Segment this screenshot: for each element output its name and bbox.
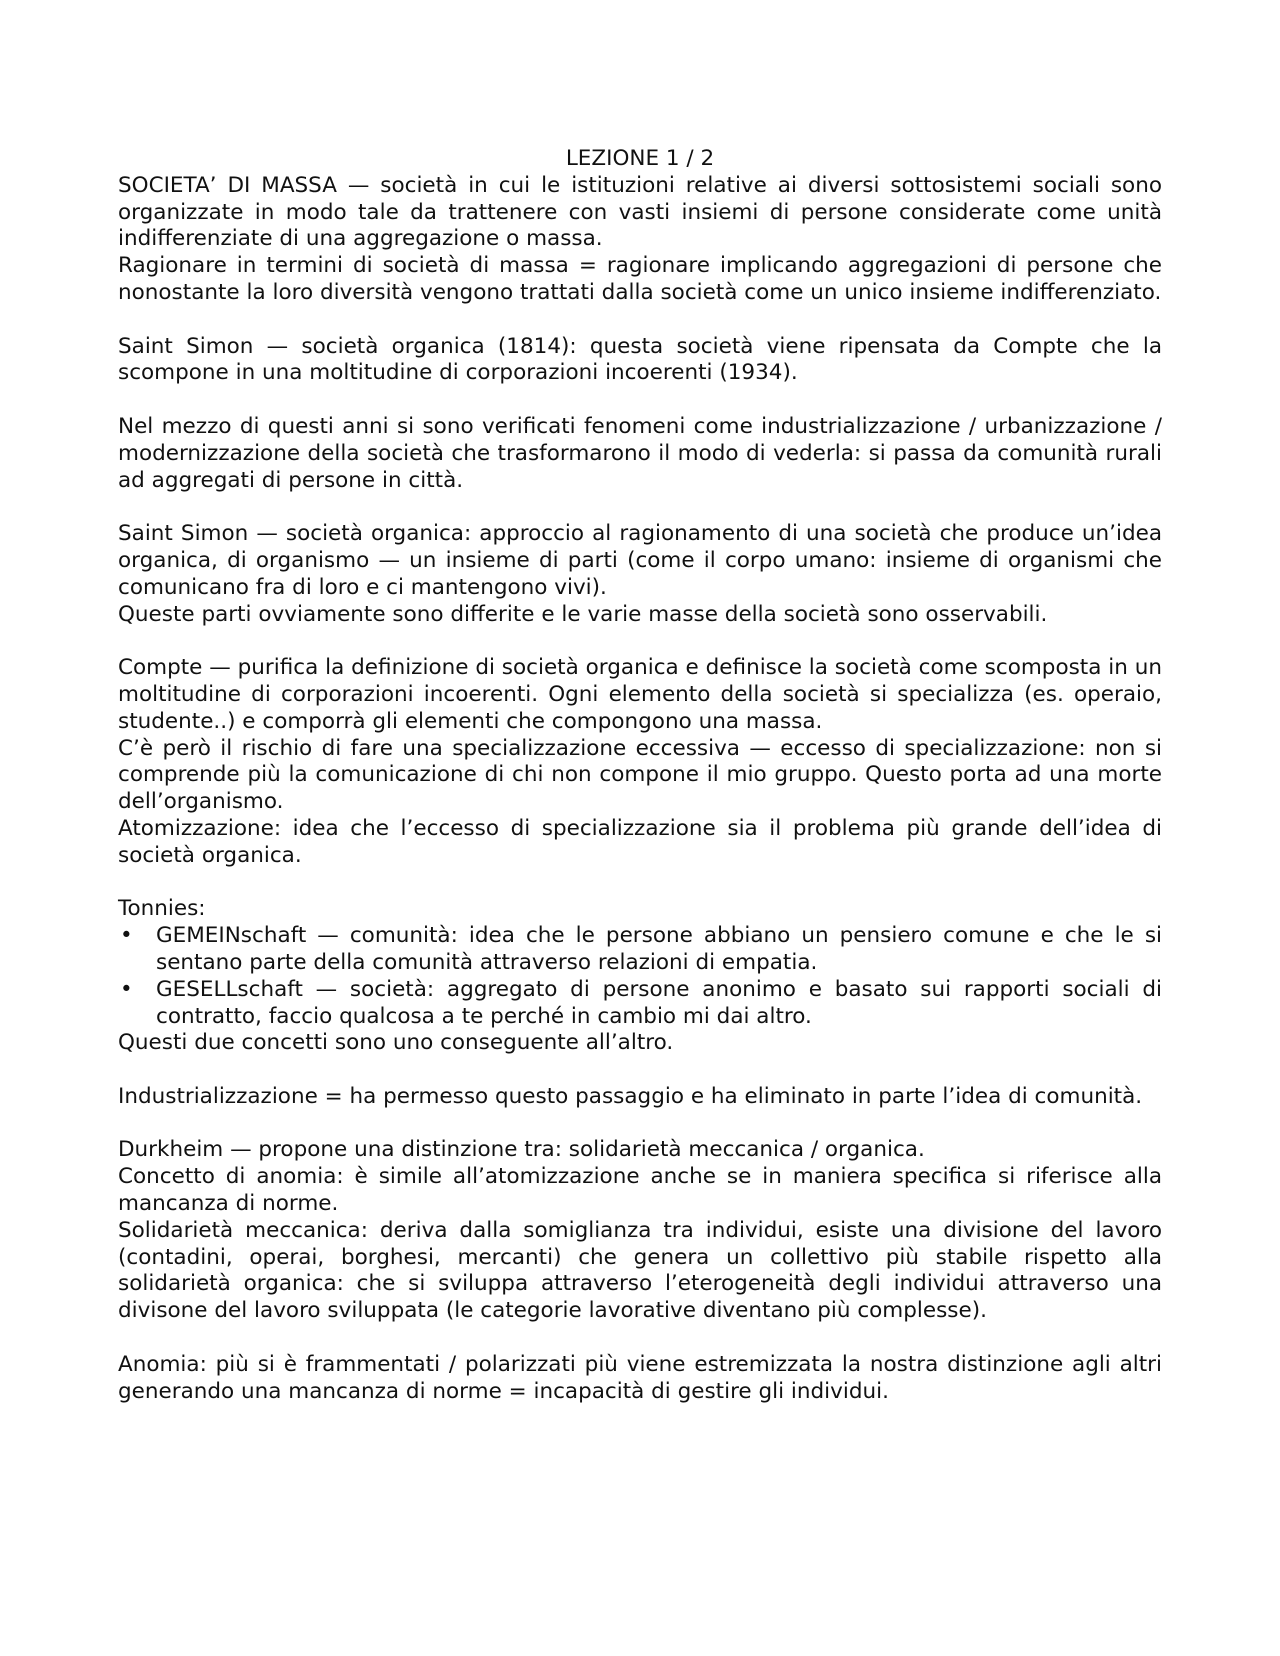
spacer <box>118 1111 1162 1138</box>
bullet-icon: • <box>120 976 133 1002</box>
paragraph-tonnies: Tonnies: <box>118 896 206 922</box>
paragraph-parti: Queste parti ovviamente sono differite e le varie masse della società sono osservabili. <box>118 601 1048 627</box>
paragraph-rischio-specializzazione: C’è però il rischio di fare una specializzazione eccessiva — eccesso di specializzazione: non si comprende più la comunicazione di chi non compone il mio gruppo. Questo porta ad una morte dell’organismo. <box>118 735 1162 815</box>
spacer <box>118 1057 1162 1084</box>
bullet-icon: • <box>120 923 133 949</box>
spacer <box>118 307 1162 334</box>
paragraph-concetti: Questi due concetti sono uno conseguente all’altro. <box>118 1030 674 1056</box>
paragraph-saint-simon-2: Saint Simon — società organica: approccio al ragionamento di una società che produce un’idea organica, di organismo — un insieme di parti (come il corpo umano: insieme di organismi che comunicano fra di loro e ci mantengono vivi). <box>118 521 1162 600</box>
document-page <box>118 146 1162 1405</box>
paragraph-industrializzazione: Industrializzazione = ha permesso questo passaggio e ha eliminato in parte l’idea di comunità. <box>118 1083 1143 1109</box>
list-item-text: GEMEINschaft — comunità: idea che le persone abbiano un pensiero comune e che le si sentano parte della comunità attraverso relazioni di empatia. <box>156 923 1162 975</box>
spacer <box>118 494 1162 521</box>
paragraph-compte: Compte — purifica la definizione di società organica e definisce la società come scomposta in un moltitudine di corporazioni incoerenti. Ogni elemento della società si specializza (es. operaio, studente..) e comporrà gli elementi che compongono una massa. <box>118 655 1162 734</box>
paragraph-industrializzazione-fenomeni: Nel mezzo di questi anni si sono verificati fenomeni come industrializzazione / urbanizzazione / modernizzazione della società che trasformarono il modo di vederla: si passa da comunità rurali ad aggregati di persone in città. <box>118 413 1162 493</box>
bullet-list <box>118 923 1162 1030</box>
paragraph-solidarieta-meccanica: Solidarietà meccanica: deriva dalla somiglianza tra individui, esiste una divisione del lavoro (contadini, operai, borghesi, mercanti) che genera un collettivo più stabile rispetto alla solidarietà organica: che si sviluppa attraverso l’eterogeneità degli individui attraverso una divisone del lavoro sviluppata (le categorie lavorative diventano più complesse). <box>118 1217 1162 1324</box>
list-item-text: GESELLschaft — società: aggregato di persone anonimo e basato sui rapporti sociali di contratto, faccio qualcosa a te perché in cambio mi dai altro. <box>156 976 1162 1029</box>
paragraph-atomizzazione: Atomizzazione: idea che l’eccesso di specializzazione sia il problema più grande dell’idea di società organica. <box>118 815 1162 868</box>
paragraph-durkheim: Durkheim — propone una distinzione tra: solidarietà meccanica / organica. <box>118 1137 925 1163</box>
paragraph-ragionare: Ragionare in termini di società di massa = ragionare implicando aggregazioni di persone che nonostante la loro diversità vengono trattati dalla società come un unico insieme indifferenziato. <box>118 253 1162 305</box>
spacer <box>118 870 1162 897</box>
list-item <box>118 923 1162 977</box>
paragraph-anomia-concetto: Concetto di anomia: è simile all’atomizzazione anche se in maniera specifica si riferisce alla mancanza di norme. <box>118 1164 1162 1217</box>
paragraph-saint-simon-1: Saint Simon — società organica (1814): questa società viene ripensata da Compte che la scompone in una moltitudine di corporazioni incoerenti (1934). <box>118 333 1162 386</box>
list-item <box>118 977 1162 1031</box>
spacer <box>118 628 1162 655</box>
paragraph-anomia: Anomia: più si è frammentati / polarizzati più viene estremizzata la nostra distinzione agli altri generando una mancanza di norme = incapacità di gestire gli individui. <box>118 1351 1162 1404</box>
spacer <box>118 1325 1162 1352</box>
spacer <box>118 387 1162 414</box>
paragraph-societa-di-massa: SOCIETA’ DI MASSA — società in cui le istituzioni relative ai diversi sottosistemi sociali sono organizzate in modo tale da trattenere con vasti insiemi di persone considerate come unità indifferenziate di una aggregazione o massa. <box>118 172 1162 252</box>
page-title: LEZIONE 1 / 2 <box>565 146 715 171</box>
